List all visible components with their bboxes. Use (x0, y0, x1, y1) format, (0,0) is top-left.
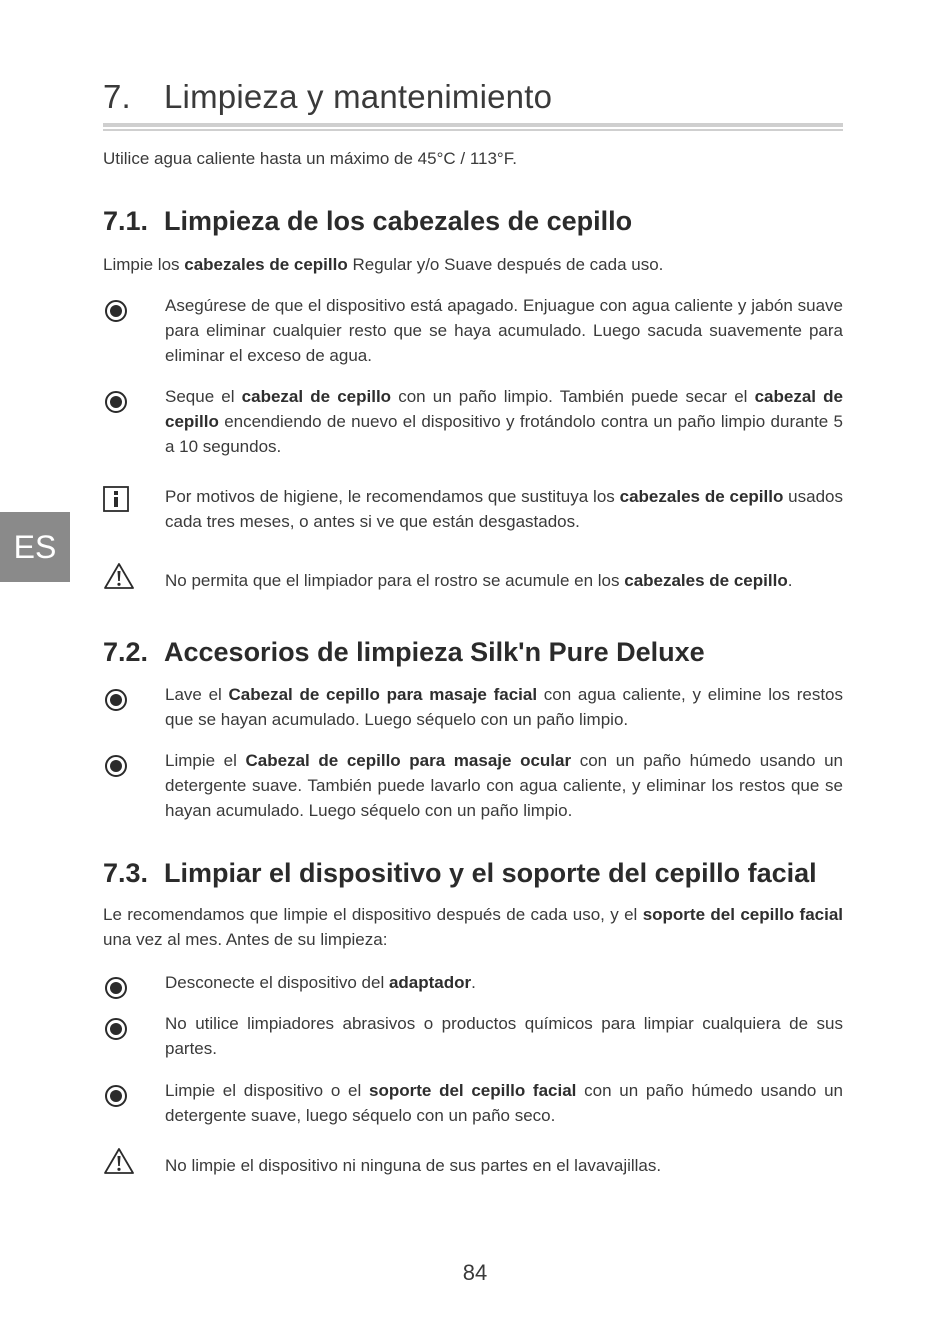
info-note-text: Por motivos de higiene, le recomendamos que sustituya los cabezales de cepillo usados cada tres meses, o antes si ve que están desgastados. (165, 487, 844, 531)
chapter-number: 7. (103, 78, 131, 115)
language-tab: ES (0, 512, 70, 582)
list-item-text: Lave el Cabezal de cepillo para masaje facial con agua caliente, y elimine los restos que se hayan acumulado. Luego séquelo con un paño limpio. (165, 685, 843, 729)
list-item-text: Limpie el dispositivo o el soporte del cepillo facial con un paño húmedo usando un detergente suave, luego séquelo con un paño seco. (165, 1081, 844, 1125)
info-icon (103, 486, 129, 512)
heading-rule (103, 123, 843, 131)
list-item-text: Seque el cabezal de cepillo con un paño limpio. También puede secar el cabezal de cepillo encendiendo de nuevo el dispositivo y frotándolo contra un paño limpio durante 5 a 10 segundos. (165, 387, 843, 456)
chapter-intro: Utilice agua caliente hasta un máximo de 45°C / 113°F. (103, 149, 517, 168)
warning-note-text: No permita que el limpiador para el rostro se acumule en los cabezales de cepillo. (165, 571, 793, 590)
section-heading-7-2 (103, 637, 863, 668)
section-intro: Limpie los cabezales de cepillo Regular y/o Suave después de cada uso. (103, 255, 664, 274)
warning-triangle-icon (103, 1147, 135, 1175)
section-number: 7.3. (103, 858, 149, 888)
section-title: Limpiar el dispositivo y el soporte del cepillo facial (164, 858, 817, 888)
target-bullet-icon (103, 389, 129, 415)
section-intro: Le recomendamos que limpie el dispositivo después de cada uso, y el soporte del cepillo facial una vez al mes. Antes de su limpieza: (103, 905, 844, 949)
section-number: 7.1. (103, 206, 149, 236)
target-bullet-icon (103, 1083, 129, 1109)
target-bullet-icon (103, 298, 129, 324)
target-bullet-icon (103, 1016, 129, 1042)
target-bullet-icon (103, 753, 129, 779)
target-bullet-icon (103, 975, 129, 1001)
chapter-title: Limpieza y mantenimiento (164, 78, 553, 115)
warning-note-text: No limpie el dispositivo ni ninguna de sus partes en el lavavajillas. (165, 1156, 662, 1175)
list-item-text: Desconecte el dispositivo del adaptador. (165, 973, 476, 992)
list-item-text: Asegúrese de que el dispositivo está apagado. Enjuague con agua caliente y jabón suave para eliminar cualquier resto que se haya acumulado. Luego sacuda suavemente para eliminar el exceso de agua. (165, 296, 843, 365)
section-title: Limpieza de los cabezales de cepillo (164, 206, 633, 236)
warning-triangle-icon (103, 562, 135, 590)
chapter-heading (103, 78, 843, 116)
target-bullet-icon (103, 687, 129, 713)
section-number: 7.2. (103, 637, 149, 667)
section-title: Accesorios de limpieza Silk'n Pure Deluxe (164, 637, 705, 667)
page-number: 84 (462, 1260, 488, 1285)
section-heading-7-1 (103, 206, 863, 237)
section-heading-7-3 (103, 858, 863, 889)
list-item-text: Limpie el Cabezal de cepillo para masaje ocular con un paño húmedo usando un detergente suave. También puede lavarlo con agua caliente, y eliminar los restos que se hayan acumulado. Luego séquelo con un paño limpio. (165, 751, 843, 820)
list-item-text: No utilice limpiadores abrasivos o productos químicos para limpiar cualquiera de sus partes. (165, 1014, 843, 1058)
